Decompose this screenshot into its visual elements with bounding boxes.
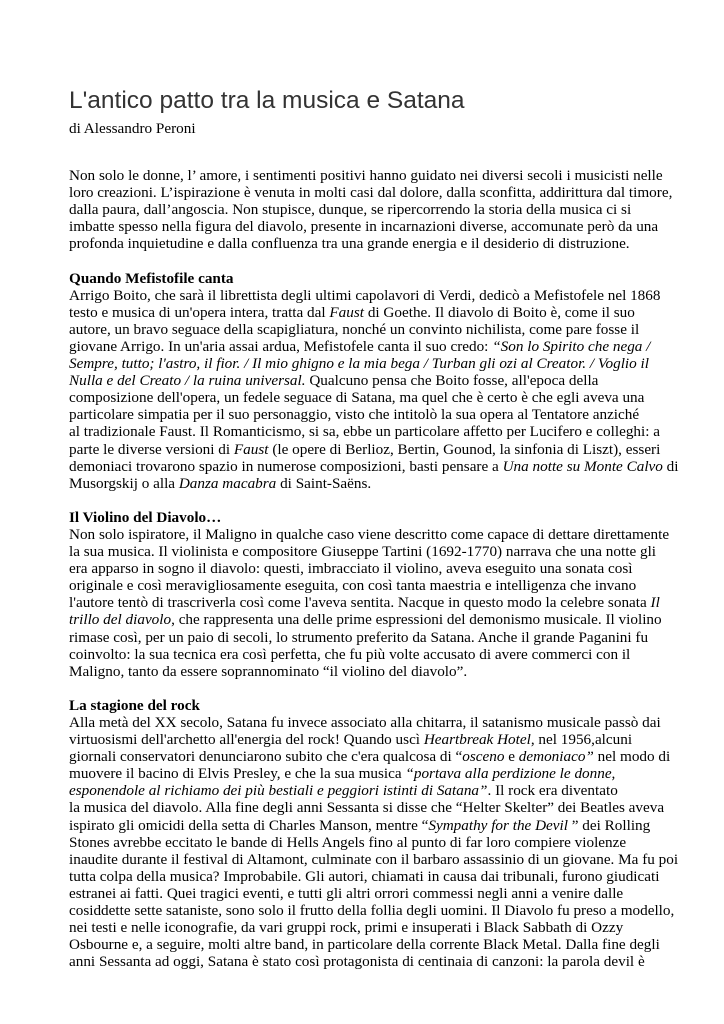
text-run: testo e musica di un'opera intera, tratta dal xyxy=(69,303,330,321)
text-line xyxy=(69,953,661,970)
text-line xyxy=(69,629,661,646)
article-body xyxy=(69,167,679,971)
italic-text: Faust xyxy=(329,303,365,321)
section-paragraph xyxy=(69,525,670,680)
text-line xyxy=(69,457,679,475)
text-line xyxy=(69,611,661,628)
text-line xyxy=(69,543,661,560)
text-line xyxy=(69,799,665,817)
text-run: muovere il bacino di Elvis Presley, e che la sua musica xyxy=(69,765,406,783)
text-run: la sua musica. Il violinista e compositore Giuseppe Tartini (1692-1770) narrava che una notte gli xyxy=(69,543,657,561)
text-line xyxy=(69,372,661,389)
text-line xyxy=(69,731,661,748)
section-heading: La stagione del rock xyxy=(69,696,200,714)
text-run: la musica del diavolo. Alla fine degli anni Sessanta si disse che “Helter Skelter” dei Beatles aveva xyxy=(69,799,665,817)
text-line xyxy=(69,782,661,799)
text-run: giovane Arrigo. In un'aria assai ardua, Mefistofele canta il suo credo: xyxy=(69,337,493,355)
text-run: Osbourne e, a seguire, molti altre band, in particolare della corrente Black Metal. Dalla fine degli xyxy=(69,936,660,954)
text-line xyxy=(69,560,661,577)
text-run: coinvolto: la sua tecnica era così perfetta, che fu più volte accusato di avere commerci con il xyxy=(69,645,631,663)
text-run: nel modo di xyxy=(593,748,671,766)
text-line xyxy=(69,936,661,953)
text-line xyxy=(69,475,661,492)
text-run: Qualcuno pensa che Boito fosse, all'epoca della xyxy=(305,372,599,390)
text-run: Arrigo Boito, che sarà il librettista degli ultimi capolavori di Verdi, dedicò a Mefistofele nel 1868 xyxy=(69,286,661,304)
italic-text: esponendole al richiamo dei più bestiali e peggiori istinti di Satana” xyxy=(69,782,488,800)
text-line xyxy=(69,167,661,184)
text-run: di Saint-Saëns. xyxy=(276,474,372,492)
text-line xyxy=(69,338,661,355)
italic-text: trillo del diavolo xyxy=(69,611,172,629)
italic-text: Sempre, tutto; l'astro, il fior. / Il mio ghigno e la mia bega / Turban gli ozi al Creator. / Voglio il xyxy=(69,355,649,373)
paragraph-spacer xyxy=(69,680,661,697)
text-run: di Goethe. Il diavolo di Boito è, come il suo xyxy=(364,303,635,321)
text-run: imbatte spesso nella figura del diavolo, presente in incarnazioni diverse, accomunate però da una xyxy=(69,218,659,236)
text-line xyxy=(69,201,661,218)
text-line xyxy=(69,919,661,936)
text-run: Alla metà del XX secolo, Satana fu invece associato alla chitarra, il satanismo musicale passò dai xyxy=(69,714,661,731)
page-title: L'antico patto tra la musica e Satana xyxy=(69,87,465,114)
text-line xyxy=(69,646,661,663)
text-run: nei testi e nelle iconografie, da vari gruppi rock, primi e insuperati i Black Sabbath di Ozzy xyxy=(69,919,624,937)
text-line xyxy=(69,218,661,235)
text-line xyxy=(69,868,661,885)
text-run: giornali conservatori denunciarono subito che c'era qualcosa di “ xyxy=(69,748,463,766)
section-heading: Il Violino del Diavolo… xyxy=(69,508,222,526)
text-line xyxy=(69,321,661,338)
text-run: originale e così meravigliosamente eseguita, con così tanta maestria e intelligenza che invano xyxy=(69,577,637,595)
italic-text: Una notte su Monte Calvo xyxy=(502,457,663,475)
text-run: autore, un bravo seguace della scapigliatura, nonché un convinto nichilista, come pare fosse il xyxy=(69,320,640,338)
italic-text: osceno xyxy=(462,748,505,766)
text-line xyxy=(69,287,661,304)
text-line xyxy=(69,423,661,440)
text-line xyxy=(69,885,661,902)
italic-text: “portava alla perdizione le donne, xyxy=(405,765,616,783)
section-paragraph xyxy=(69,714,679,971)
italic-text: Il xyxy=(650,594,660,612)
text-run: cosiddette sette sataniste, sono solo il frutto della follia degli uomini. Il Diavolo fu preso a modello, xyxy=(69,902,675,920)
text-line xyxy=(69,304,661,321)
paragraph-spacer xyxy=(69,252,661,269)
text-line xyxy=(69,184,673,202)
italic-text: Sympathy for the Devil xyxy=(428,816,568,834)
text-run: , che rappresenta una delle prime espressioni del demonismo musicale. Il violino xyxy=(171,611,662,629)
text-line xyxy=(69,594,661,611)
text-line xyxy=(69,406,661,423)
text-line xyxy=(69,714,661,731)
text-line xyxy=(69,389,661,406)
text-run: composizione dell'opera, un fedele seguace di Satana, ma quel che è certo è che egli aveva una xyxy=(69,389,645,407)
text-run: Maligno, tanto da essere soprannominato “il violino del diavolo”. xyxy=(69,662,468,680)
text-run: profonda inquietudine e dalla confluenza tra una grande energia e il desiderio di distruzione. xyxy=(69,235,630,253)
text-line xyxy=(69,663,661,680)
text-run: particolare simpatia per il suo personaggio, visto che intitolò la sua opera al Tentatore anziché xyxy=(69,406,640,424)
text-run: rimase così, per un paio di secoli, lo strumento preferito da Satana. Anche il grande Paganini fu xyxy=(69,628,649,646)
text-line xyxy=(69,355,661,372)
text-line xyxy=(69,577,661,594)
italic-text: Nulla e del Creato / la ruina universal. xyxy=(69,372,306,390)
text-run: parte le diverse versioni di xyxy=(69,440,234,458)
text-run: demoniaci trovarono spazio in numerose composizioni, basti pensare a xyxy=(69,457,503,475)
text-line xyxy=(69,441,661,458)
text-run: tutta colpa della musica? Improbabile. Gli autori, chiamati in causa dai tribunali, furono giudicati xyxy=(69,867,660,885)
text-run: , nel 1956,alcuni xyxy=(530,731,633,749)
text-run: (le opere di Berlioz, Bertin, Gounod, la sinfonia di Liszt), esseri xyxy=(268,440,661,458)
intro-paragraph xyxy=(69,167,673,253)
text-line xyxy=(69,235,661,252)
paragraph-spacer xyxy=(69,492,661,509)
italic-text: Faust xyxy=(233,440,269,458)
text-run: Non solo le donne, l’ amore, i sentimenti positivi hanno guidato nei diversi secoli i musicisti nelle xyxy=(69,167,663,184)
section-heading: Quando Mefistofile canta xyxy=(69,269,234,287)
author-byline: di Alessandro Peroni xyxy=(69,120,196,137)
text-run: loro creazioni. L’ispirazione è venuta in molti casi dal dolore, dalla sconfitta, addirittura dal timore, xyxy=(69,184,673,202)
text-run: anni Sessanta ad oggi, Satana è stato così protagonista di centinaia di canzoni: la parola devil è xyxy=(69,953,645,971)
text-run: Non solo ispiratore, il Maligno in qualche caso viene descritto come capace di dettare direttamente xyxy=(69,525,670,543)
text-run: estranei ai fatti. Quei tragici eventi, e tutti gli altri orrori commessi negli anni a venire dalle xyxy=(69,884,624,902)
text-run: di xyxy=(662,457,679,475)
text-line xyxy=(69,817,661,834)
italic-text: Danza macabra xyxy=(178,474,277,492)
text-run: Stones avrebbe eccitato le bande di Hells Angels fino al punto di far loro compiere violenze xyxy=(69,833,627,851)
text-run: al tradizionale Faust. Il Romanticismo, si sa, ebbe un particolare affetto per Lucifero e colleghi: a xyxy=(69,423,660,441)
text-line xyxy=(69,902,675,920)
section-paragraph xyxy=(69,286,679,492)
text-line xyxy=(69,834,661,851)
text-run: era apparso in sogno il diavolo: questi, imbracciato il violino, aveva eseguito una sonata così xyxy=(69,560,633,578)
text-run: Musorgskij o alla xyxy=(69,474,179,492)
document-page xyxy=(69,86,679,971)
text-line xyxy=(69,525,670,543)
text-run: inaudite durante il festival di Altamont, culminate con il barbaro assassinio di un giovane. Ma fu poi xyxy=(69,850,679,868)
text-line xyxy=(69,850,679,868)
text-run: e xyxy=(504,748,519,766)
italic-text: “Son lo Spirito che nega / xyxy=(492,337,651,355)
text-run: . Il rock era diventato xyxy=(487,782,618,800)
text-line xyxy=(69,765,661,782)
italic-text: Heartbreak Hotel xyxy=(423,731,531,749)
text-run: ispirato gli omicidi della setta di Charles Manson, mentre “ xyxy=(69,816,429,834)
text-line xyxy=(69,748,671,766)
text-run: virtuosismi dell'archetto all'energia del rock! Quando uscì xyxy=(69,731,424,749)
text-run: ” dei Rolling xyxy=(567,816,651,834)
text-run: l'autore tentò di trascriverla così come l'aveva sentita. Nacque in questo modo la celebre sonata xyxy=(69,594,651,612)
text-run: dalla paura, dall’angoscia. Non stupisce, dunque, se ripercorrendo la storia della musica ci si xyxy=(69,201,632,219)
italic-text: demoniaco” xyxy=(518,748,594,766)
